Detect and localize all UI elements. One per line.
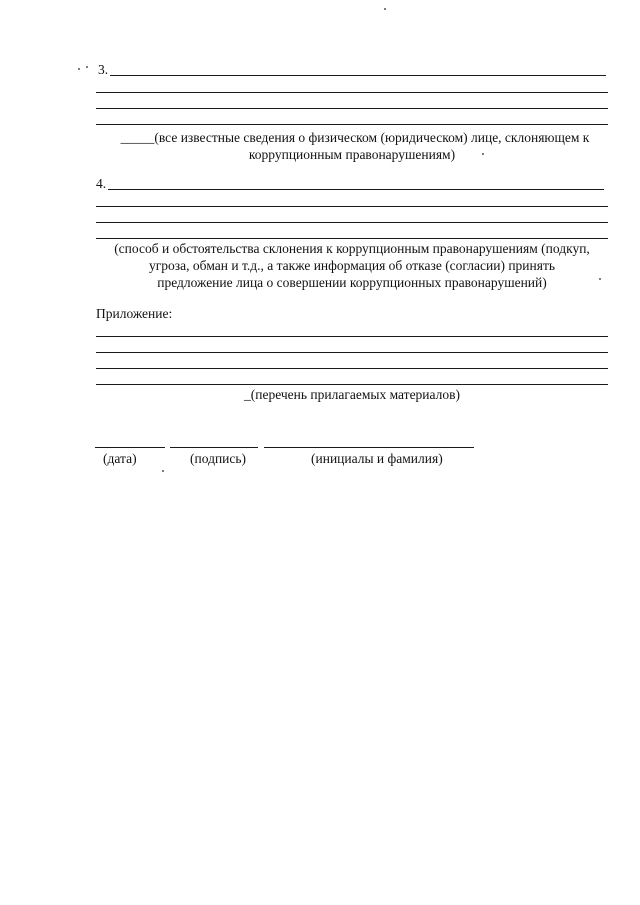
name-line [264,447,474,448]
section-3-fill-line-4 [96,124,608,125]
section-4-caption-line-3: предложение лица о совершении коррупционных правонарушений) [157,275,547,290]
scan-speck [86,66,88,68]
section-4-number: 4. [96,176,107,191]
section-4-fill-line-2 [96,206,608,207]
section-3-caption-prefix: _____ [120,130,155,145]
appendix-caption: _(перечень прилагаемых материалов) [243,387,461,402]
section-4-fill-line-1 [108,189,604,190]
section-3-caption [96,129,608,163]
section-4-fill-line-4 [96,238,608,239]
section-3-number: 3. [98,62,109,77]
scan-speck [384,8,386,10]
appendix-fill-line-3 [96,368,608,369]
appendix-label: Приложение: [96,306,173,321]
scan-speck [599,278,601,280]
section-3-fill-line-2 [96,92,608,93]
section-3-caption-line-2: коррупционным правонарушениям) [248,147,456,162]
section-4-caption [96,240,608,291]
scan-speck [162,470,164,472]
section-3-caption-line-1: (все известные сведения о физическом (юридическом) лице, склоняющем к [154,130,590,145]
section-3-fill-line-3 [96,108,608,109]
signature-label: (подпись) [190,451,247,466]
section-4-caption-line-2: угроза, обман и т.д., а также информация об отказе (согласии) принять [148,258,556,273]
signature-line [170,447,258,448]
appendix-fill-line-4 [96,384,608,385]
section-3-fill-line-1 [110,75,606,76]
date-line [95,447,165,448]
appendix-fill-line-2 [96,352,608,353]
section-4-caption-line-1: (способ и обстоятельства склонения к коррупционным правонарушениям (подкуп, [114,241,590,256]
scan-speck [78,68,80,70]
name-label: (инициалы и фамилия) [311,451,443,466]
section-4-fill-line-3 [96,222,608,223]
appendix-fill-line-1 [96,336,608,337]
scan-speck [482,153,484,155]
date-label: (дата) [103,451,137,466]
